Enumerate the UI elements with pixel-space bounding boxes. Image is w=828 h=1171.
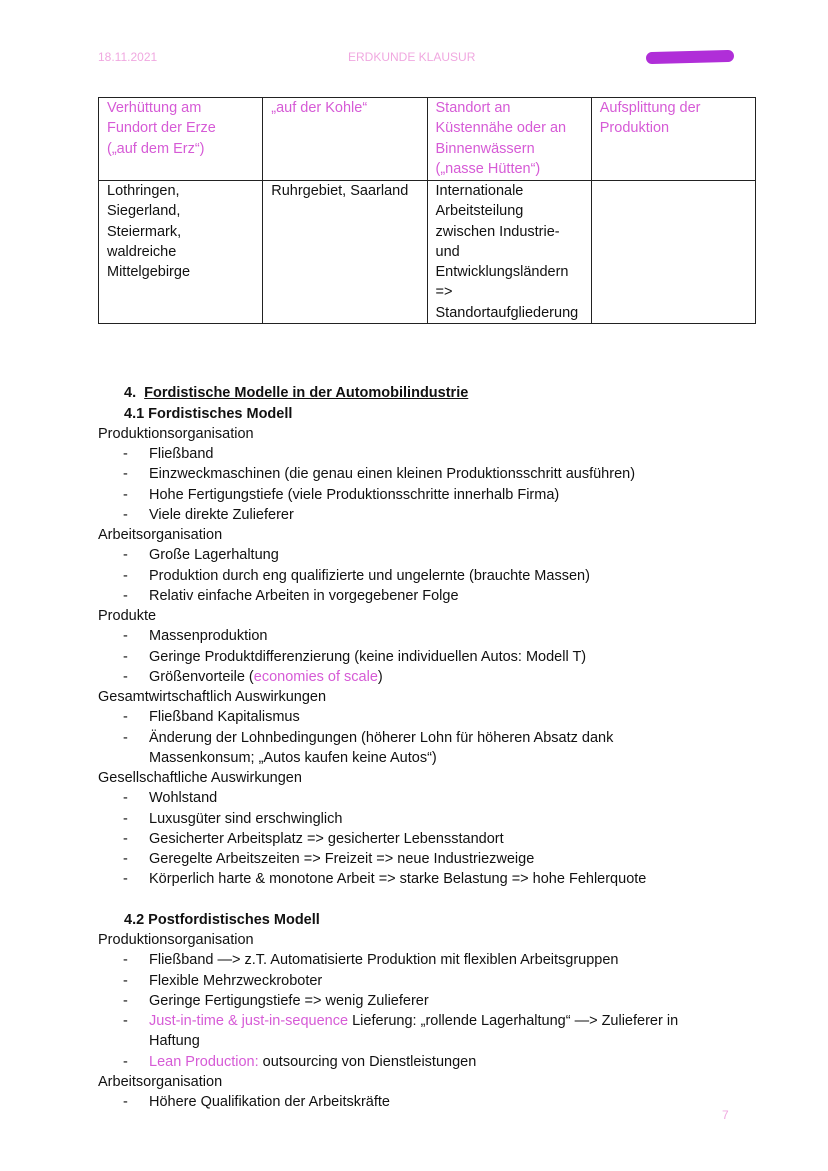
bullet-dash-icon: - [123,972,128,989]
category-label [98,768,678,788]
bullet-dash-icon: - [123,486,128,503]
bullet-item [98,545,678,565]
bullet-dash-icon: - [123,668,128,685]
line-text: Große Lagerhaltung [149,547,279,564]
bullet-item [98,505,678,525]
line-text: Geregelte Arbeitszeiten => Freizeit => neue Industriezweige [149,851,535,867]
bullet-dash-icon: - [123,952,128,969]
bullet-dash-icon: - [123,790,128,807]
highlighted-term: economies of scale [253,668,378,685]
line-text: Viele direkte Zulieferer [149,506,294,523]
section-title: Fordistische Modelle in der Automobilindustrie [144,385,469,402]
line-text: Arbeitsorganisation [98,527,223,543]
line-text: Massenproduktion [149,628,268,645]
bullet-item [98,809,678,829]
bullet-item [98,728,678,769]
header-date: 18.11.2021 [98,50,158,64]
category-label [98,930,678,950]
category-label [98,606,678,626]
spacer [98,890,678,910]
bullet-item [98,667,678,687]
bullet-item [98,971,678,991]
bullet-dash-icon: - [123,709,128,726]
bullet-item [98,1052,678,1072]
page-number: 7 [722,1108,729,1122]
bullet-dash-icon: - [123,810,128,827]
bullet-item [98,788,678,808]
bullet-dash-icon: - [123,648,128,665]
line-text: Fließband [149,446,214,462]
line-text: Lieferung: „rollende Lagerhaltung“ —> Zulieferer in Haftung [149,1013,679,1050]
line-text: Körperlich harte & monotone Arbeit => starke Belastung => hohe Fehlerquote [149,871,647,888]
category-label [98,1072,678,1092]
bullet-dash-icon: - [123,567,128,584]
line-text: 4.2 Postfordistisches Modell [124,911,320,928]
bullet-item [98,829,678,849]
bullet-item [98,586,678,606]
bullet-dash-icon: - [123,1053,128,1070]
line-text: Fließband Kapitalismus [149,709,300,726]
bullet-item [98,1011,678,1052]
bullet-item [98,444,678,464]
line-text: Gesellschaftliche Auswirkungen [98,770,302,786]
bullet-dash-icon: - [123,446,128,462]
bullet-dash-icon: - [123,466,128,483]
section-number: 4. [124,385,137,402]
bullet-item [98,647,678,667]
line-text: Produktion durch eng qualifizierte und ungelernte (brauchte Massen) [149,567,590,584]
bullet-item [98,566,678,586]
category-label [98,687,678,707]
table-cell: Lothringen, Siegerland, Steiermark, waldreiche Mittelgebirge [99,181,263,324]
bullet-dash-icon: - [123,587,128,604]
subsection-heading [124,910,678,930]
bullet-dash-icon: - [123,1013,128,1029]
document-body [98,363,678,1112]
line-text: Luxusgüter sind erschwinglich [149,810,343,827]
subsection-heading [124,404,678,424]
table-cell: Aufsplittung der Produktion [591,98,755,181]
table-cell: Verhüttung am Fundort der Erze („auf dem Erz“) [99,98,263,181]
line-text: Produktionsorganisation [98,932,254,948]
bullet-item [98,869,678,889]
table-cell: „auf der Kohle“ [263,98,427,181]
line-text: Produktionsorganisation [98,425,254,442]
line-text: Geringe Fertigungstiefe => wenig Zulieferer [149,992,429,1009]
bullet-item [98,464,678,484]
bullet-item [98,626,678,646]
highlighted-term: Just-in-time & just-in-sequence [149,1013,349,1029]
bullet-dash-icon: - [123,851,128,867]
bullet-dash-icon: - [123,506,128,523]
table-row [99,181,756,324]
line-text: Gesicherter Arbeitsplatz => gesicherter Lebensstandort [149,830,504,847]
bullet-dash-icon: - [123,547,128,564]
line-text: Relativ einfache Arbeiten in vorgegebener Folge [149,587,459,604]
line-text: 4.1 Fordistisches Modell [124,405,293,422]
highlighted-term: Lean Production: [149,1053,259,1070]
line-text: Höhere Qualifikation der Arbeitskräfte [149,1094,390,1110]
table-cell: Internationale Arbeitsteilung zwischen Industrie- und Entwicklungsländern => Standortaufgliederung [427,181,591,324]
line-text: Arbeitsorganisation [98,1073,223,1090]
bullet-item [98,707,678,727]
line-text: Gesamtwirtschaftlich Auswirkungen [98,689,327,705]
bullet-item [98,849,678,869]
redaction-scribble [646,50,734,64]
line-text: Änderung der Lohnbedingungen (höherer Lohn für höheren Absatz dank Massenkonsum; „Autos kaufen keine Autos“) [149,729,614,766]
bullet-dash-icon: - [123,830,128,847]
bullet-dash-icon: - [123,729,128,746]
header-title: ERDKUNDE KLAUSUR [348,50,476,64]
table-cell: Standort an Küstennähe oder an Binnenwässern („nasse Hütten“) [427,98,591,181]
table-cell: Ruhrgebiet, Saarland [263,181,427,324]
line-text: Produkte [98,608,157,624]
line-text: ) [377,668,383,685]
line-text: Einzweckmaschinen (die genau einen kleinen Produktionsschritt ausführen) [149,466,636,483]
table-header-row [99,98,756,181]
bullet-item [98,485,678,505]
line-text: outsourcing von Dienstleistungen [258,1053,477,1070]
category-label [98,525,678,545]
bullet-dash-icon: - [123,871,128,888]
line-text: Geringe Produktdifferenzierung (keine individuellen Autos: Modell T) [149,648,587,665]
bullet-dash-icon: - [123,1094,128,1110]
location-table [98,97,756,324]
category-label [98,424,678,444]
bullet-item [98,991,678,1011]
line-text: Hohe Fertigungstiefe (viele Produktionsschritte innerhalb Firma) [149,486,560,503]
section-heading [124,363,678,404]
line-text: Flexible Mehrzweckroboter [149,972,323,989]
table-cell [591,181,755,324]
line-text: Wohlstand [149,790,218,807]
bullet-dash-icon: - [123,992,128,1009]
line-text: Größenvorteile ( [149,668,254,685]
bullet-dash-icon: - [123,628,128,645]
bullet-item [98,950,678,970]
line-text: Fließband —> z.T. Automatisierte Produktion mit flexiblen Arbeitsgruppen [149,952,619,969]
bullet-item [98,1092,678,1112]
